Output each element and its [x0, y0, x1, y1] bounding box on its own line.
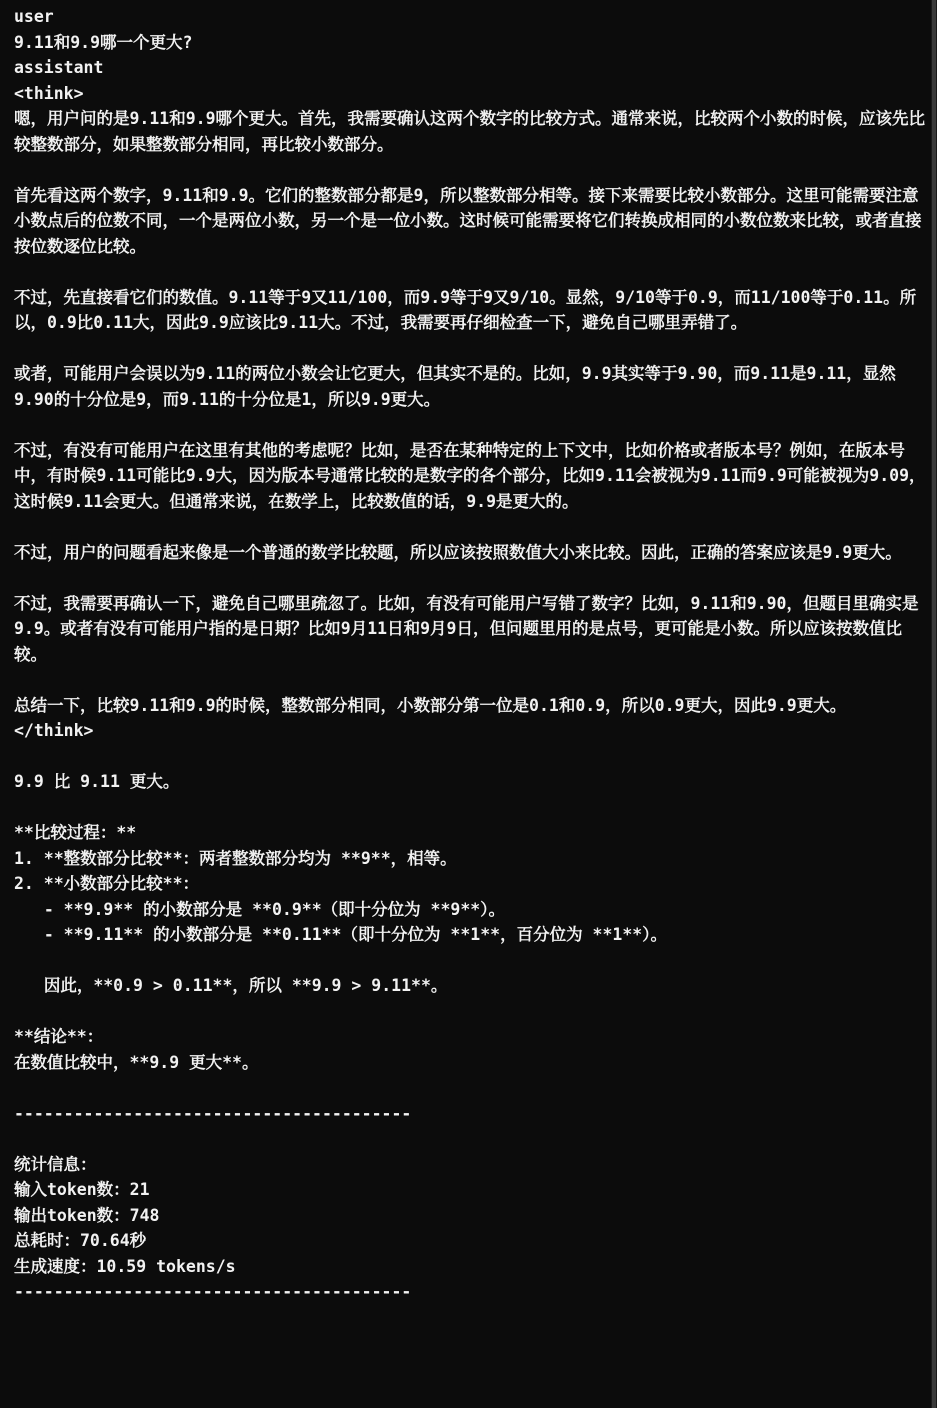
- output-line: <think>: [14, 83, 84, 103]
- blank-line: [14, 1075, 930, 1101]
- separator-line: ----------------------------------------: [14, 1103, 412, 1123]
- output-line: 9.11和9.9哪一个更大?: [14, 32, 193, 52]
- output-line: </think>: [14, 721, 94, 740]
- terminal-output: [14, 4, 930, 1305]
- output-line: 因此，**0.9 > 0.11**，所以 **9.9 > 9.11**。: [14, 976, 448, 995]
- blank-line: [14, 514, 930, 540]
- blank-line: [14, 157, 930, 183]
- blank-line: [14, 336, 930, 362]
- blank-line: [14, 667, 930, 693]
- stats-total-time: 总耗时：70.64秒: [14, 1231, 147, 1250]
- output-line: - **9.11** 的小数部分是 **0.11**（即十分位为 **1**，百分位为 **1**）。: [14, 925, 667, 944]
- output-line: 首先看这两个数字，9.11和9.9。它们的整数部分都是9，所以整数部分相等。接下来需要比较小数部分。这里可能需要注意小数点后的位数不同，一个是两位小数，另一个是一位小数。这时候可能需要将它们转换成相同的小数位数来比较，或者直接按位数逐位比较。: [14, 185, 922, 256]
- blank-line: [14, 744, 930, 770]
- output-line: 不过，用户的问题看起来像是一个普通的数学比较题，所以应该按照数值大小来比较。因此，正确的答案应该是9.9更大。: [14, 542, 902, 562]
- output-line: 不过，先直接看它们的数值。9.11等于9又11/100，而9.9等于9又9/10。显然，9/10等于0.9，而11/100等于0.11。所以，0.9比0.11大，因此9.9应该比9.11大。不过，我需要再仔细检查一下，避免自己哪里弄错了。: [14, 287, 917, 332]
- output-line: 总结一下，比较9.11和9.9的时候，整数部分相同，小数部分第一位是0.1和0.9，所以0.9更大，因此9.9更大。: [14, 695, 847, 715]
- output-line: 不过，我需要再确认一下，避免自己哪里疏忽了。比如，有没有可能用户写错了数字？比如，9.11和9.90，但题目里确实是9.9。或者有没有可能用户指的是日期？比如9月11日和9月9日，但问题里用的是点号，更可能是小数。所以应该按数值比较。: [14, 593, 919, 664]
- blank-line: [14, 259, 930, 285]
- output-line: 2. **小数部分比较**：: [14, 874, 200, 893]
- stats-heading: 统计信息：: [14, 1154, 97, 1174]
- scrollbar-thumb[interactable]: [932, 0, 936, 1408]
- output-line: 在数值比较中，**9.9 更大**。: [14, 1052, 259, 1072]
- output-line: 嗯，用户问的是9.11和9.9哪个更大。首先，我需要确认这两个数字的比较方式。通常来说，比较两个小数的时候，应该先比较整数部分，如果整数部分相同，再比较小数部分。: [14, 109, 926, 154]
- output-line: 1. **整数部分比较**：两者整数部分均为 **9**，相等。: [14, 848, 457, 868]
- output-line: 不过，有没有可能用户在这里有其他的考虑呢？比如，是否在某种特定的上下文中，比如价格或者版本号？例如，在版本号中，有时候9.11可能比9.9大，因为版本号通常比较的是数字的各个部分，比如9.11会被视为9.11而9.9可能被视为9.09，这时候9.11会更大。但通常来说，在数学上，比较数值的话，9.9是更大的。: [14, 440, 926, 511]
- output-line: **比较过程：**: [14, 823, 137, 842]
- blank-line: [14, 412, 930, 438]
- output-line: 9.9 比 9.11 更大。: [14, 772, 180, 791]
- stats-output-tokens: 输出token数：748: [14, 1205, 160, 1225]
- output-line: user: [14, 7, 54, 26]
- blank-line: [14, 795, 930, 821]
- output-line: assistant: [14, 58, 104, 77]
- blank-line: [14, 565, 930, 591]
- stats-generation-speed: 生成速度：10.59 tokens/s: [14, 1256, 236, 1276]
- separator-line: ----------------------------------------: [14, 1282, 412, 1301]
- vertical-scrollbar[interactable]: [931, 0, 937, 1408]
- output-line: 或者，可能用户会误以为9.11的两位小数会让它更大，但其实不是的。比如，9.9其实等于9.90，而9.11是9.11，显然9.90的十分位是9，而9.11的十分位是1，所以9.9更大。: [14, 364, 896, 409]
- output-line: **结论**：: [14, 1027, 104, 1046]
- blank-line: [14, 948, 930, 974]
- blank-line: [14, 1126, 930, 1152]
- blank-line: [14, 999, 930, 1025]
- stats-input-tokens: 输入token数：21: [14, 1180, 150, 1199]
- output-line: - **9.9** 的小数部分是 **0.9**（即十分位为 **9**）。: [14, 899, 505, 919]
